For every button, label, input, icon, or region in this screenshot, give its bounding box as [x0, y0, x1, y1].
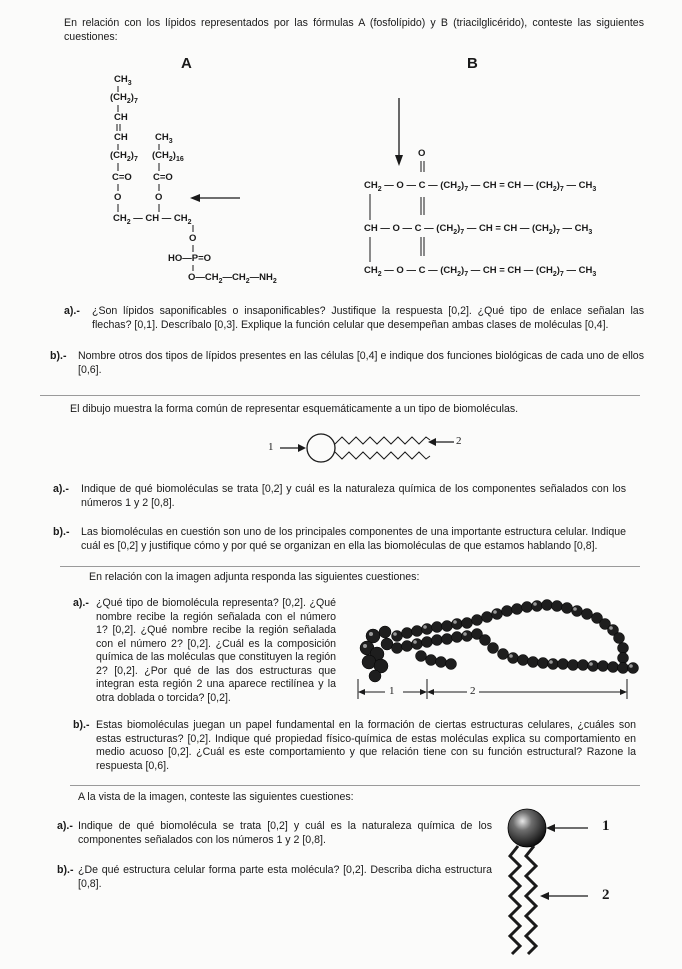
s2-qa-label: a).- [53, 483, 69, 495]
formula-b-label: B [467, 55, 478, 72]
schematic-label-2: 2 [456, 435, 462, 447]
s1-qa-text: ¿Son lípidos saponificables o insaponificables? Justifique la respuesta [0,2]. ¿Qué tipo de enlace señalan las flechas? [0,1]. Descríbalo [0,3]. Explique la función celular que desempeñan ambas clases de moléculas [0,4]. [92, 305, 644, 331]
s3-qa-label: a).- [73, 597, 89, 609]
formula-b-row3: $CH_2$ — O — C — $(CH_2)_7$ — CH = CH — $(CH_2)_7$ — $CH_3$ [364, 265, 597, 278]
section3-intro: En relación con la imagen adjunta responda las siguientes cuestiones: [89, 571, 420, 583]
formula-a-ch3: $CH_3$ [114, 74, 132, 87]
s2-qb-label: b).- [53, 526, 70, 538]
s3-qa-text: ¿Qué tipo de biomolécula representa? [0,2]. ¿Qué nombre recibe la región señalada con el número 1? [0,2]. ¿Qué nombre recibe la región señalada con el número 2? [0,2]. ¿Cuál es la composición química de las moléculas que constituyen la región 2? [0,2]. ¿Por qué de las dos estructuras que integran esta región 2 una aparece rectilínea y la otra doblada o torcida? [0,2]. [96, 597, 336, 704]
s4-qb-label: b).- [57, 864, 74, 876]
model-label-2: 2 [470, 685, 476, 697]
formula-a-label: A [181, 55, 192, 72]
lipid-schematic [262, 428, 512, 478]
divider-3 [70, 785, 640, 786]
formula-b-row1: $CH_2$ — O — C — $(CH_2)_7$ — CH = CH — $(CH_2)_7$ — $CH_3$ [364, 180, 597, 193]
section1-intro: En relación con los lípidos representados por las fórmulas A (fosfolípido) y B (triacilglicérido), conteste las siguientes cuestiones: [64, 17, 644, 43]
formula-a-ch2-16: $(CH_2)_{16}$ [152, 150, 184, 163]
ball-label-1: 1 [602, 818, 610, 834]
formula-a-ch-top: CH [114, 112, 128, 123]
formula-b-arrow [0, 0, 682, 300]
s1-qb-label: b).- [50, 350, 67, 362]
formula-a-co-right: C=O [153, 172, 173, 183]
ball-label-2: 2 [602, 887, 610, 903]
s2-qb-text: Las biomoléculas en cuestión son uno de los principales componentes de una importante estructura celular. Indique cuál es [0,2] y justifique cómo y por qué se organizan en ella las biomoléculas de que estamos hablando [0,8]. [81, 526, 626, 552]
s1-qa-label: a).- [64, 305, 80, 317]
s3-qb-label: b).- [73, 719, 90, 731]
formula-a-amine: $O—CH_2—CH_2—NH_2$ [188, 272, 277, 285]
section2-intro: El dibujo muestra la forma común de representar esquemáticamente a un tipo de biomoléculas. [70, 403, 519, 415]
formula-a-o-bottom: O [189, 233, 197, 244]
divider-2 [60, 566, 640, 567]
s4-qa-text: Indique de qué biomolécula se trata [0,2] y cuál es la naturaleza química de los componentes señalados con los números 1 y 2 [0,8]. [78, 820, 492, 846]
formula-a-o-left: O [114, 192, 122, 203]
phospholipid-molecular-model [355, 596, 655, 716]
formula-b-o-top: O [418, 148, 426, 159]
s4-qb-text: ¿De qué estructura celular forma parte esta molécula? [0,2]. Describa dicha estructura [0,8]. [78, 864, 492, 890]
formula-a-ch-bottom: CH [114, 132, 128, 143]
formula-b-row2: CH — O — C — $(CH_2)_7$ — CH = CH — $(CH_2)_7$ — $CH_3$ [364, 223, 593, 236]
s3-qb-text: Estas biomoléculas juegan un papel fundamental en la formación de ciertas estructuras celulares, ¿cuáles son estas estructuras? [0,2]. Indique qué propiedad físico-química de estas moléculas explica su comportamiento en medio acuoso [0,2]. ¿Cuál es este comportamiento y que relación tiene con su función estructural? Razone la respuesta [0,6]. [96, 719, 636, 772]
formula-a-ch3-right: $CH_3$ [155, 132, 173, 145]
formula-a-co-left: C=O [112, 172, 132, 183]
formula-a-backbone: $CH_2$ — CH — $CH_2$ [113, 213, 192, 226]
model-label-1: 1 [389, 685, 395, 697]
formula-a-o-right: O [155, 192, 163, 203]
section4-intro: A la vista de la imagen, conteste las siguientes cuestiones: [78, 791, 354, 803]
phospholipid-ball-and-tails [500, 804, 650, 964]
formula-a-ch2-7b: $(CH_2)_7$ [110, 150, 138, 163]
s4-qa-label: a).- [57, 820, 73, 832]
formula-a-phosphate: HO—P=O [168, 253, 212, 264]
s1-qb-text: Nombre otros dos tipos de lípidos presentes en las células [0,4] e indique dos funciones biológicas de cada uno de ellos [0,6]. [78, 350, 644, 376]
divider-1 [40, 395, 640, 396]
schematic-label-1: 1 [268, 441, 274, 453]
formula-a-ch2-7: $(CH_2)_7$ [110, 92, 138, 105]
s2-qa-text: Indique de qué biomoléculas se trata [0,2] y cuál es la naturaleza química de los componentes señalados con los números 1 y 2 [0,8]. [81, 483, 626, 509]
